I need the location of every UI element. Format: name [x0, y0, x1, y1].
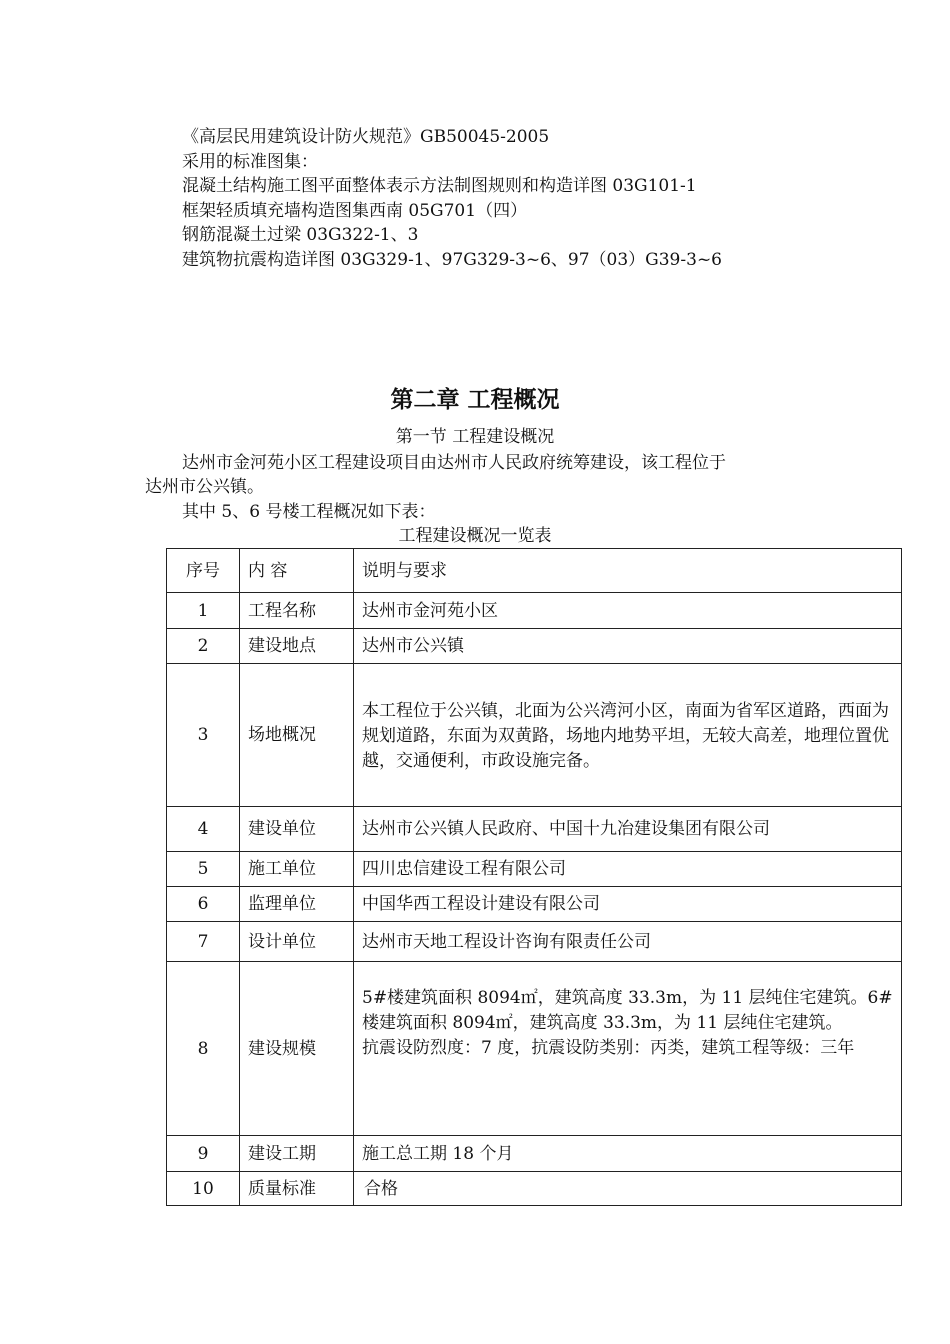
row-desc: 合格	[354, 1172, 902, 1206]
row-number: 4	[167, 807, 240, 852]
table-row	[167, 922, 902, 962]
table-header-row	[167, 549, 902, 593]
row-desc: 施工总工期 18 个月	[354, 1136, 902, 1172]
row-item: 监理单位	[240, 887, 354, 922]
reference-item: 建筑物抗震构造详图 03G329-1、97G329-3~6、97（03）G39-3~6	[182, 249, 722, 270]
row-item: 建设单位	[240, 807, 354, 852]
row-number: 6	[167, 887, 240, 922]
intro-paragraph-line: 其中 5、6 号楼工程概况如下表：	[182, 502, 436, 522]
row-item: 建设地点	[240, 629, 354, 664]
row-number: 7	[167, 922, 240, 962]
reference-item: 框架轻质填充墙构造图集西南 05G701（四）	[182, 200, 528, 221]
row-desc: 中国华西工程设计建设有限公司	[354, 887, 902, 922]
project-overview-table	[166, 548, 902, 1206]
row-item: 工程名称	[240, 593, 354, 629]
row-item: 建设工期	[240, 1136, 354, 1172]
row-item: 建设规模	[240, 962, 354, 1136]
table-row	[167, 629, 902, 664]
row-desc: 达州市金河苑小区	[354, 593, 902, 629]
row-desc: 达州市公兴镇	[354, 629, 902, 664]
row-desc-paragraph: 抗震设防烈度：7 度，抗震设防类别：丙类，建筑工程等级：三年	[362, 1038, 855, 1058]
reference-item: 采用的标准图集：	[182, 151, 318, 172]
row-number: 10	[167, 1172, 240, 1206]
row-number: 3	[167, 664, 240, 807]
table-row	[167, 807, 902, 852]
reference-item: 《高层民用建筑设计防火规范》GB50045-2005	[182, 127, 550, 147]
row-item: 场地概况	[240, 664, 354, 807]
row-number: 1	[167, 593, 240, 629]
table-row	[167, 664, 902, 807]
table-row	[167, 887, 902, 922]
row-number: 5	[167, 852, 240, 887]
table-row	[167, 1172, 902, 1206]
row-desc-paragraph: 5#楼建筑面积 8094㎡，建筑高度 33.3m，为 11 层纯住宅建筑。6#楼建筑面积 8094㎡，建筑高度 33.3m，为 11 层纯住宅建筑。	[362, 988, 893, 1033]
row-desc	[354, 962, 902, 1136]
table-row	[167, 962, 902, 1136]
intro-paragraph-line: 达州市公兴镇。	[145, 477, 264, 497]
row-desc: 本工程位于公兴镇，北面为公兴湾河小区，南面为省军区道路，西面为规划道路，东面为双黄路，场地内地势平坦，无较大高差，地理位置优越，交通便利，市政设施完备。	[354, 664, 902, 807]
row-desc: 四川忠信建设工程有限公司	[354, 852, 902, 887]
header-cell-item: 内 容	[240, 549, 354, 593]
row-item: 施工单位	[240, 852, 354, 887]
row-number: 9	[167, 1136, 240, 1172]
section-title: 第一节 工程建设概况	[395, 427, 555, 447]
header-cell-desc: 说明与要求	[354, 549, 902, 593]
reference-item: 钢筋混凝土过梁 03G322-1、3	[182, 225, 419, 246]
row-desc: 达州市公兴镇人民政府、中国十九冶建设集团有限公司	[354, 807, 902, 852]
header-cell-no: 序号	[167, 549, 240, 593]
row-item: 质量标准	[240, 1172, 354, 1206]
row-number: 8	[167, 962, 240, 1136]
reference-item: 混凝土结构施工图平面整体表示方法制图规则和构造详图 03G101-1	[182, 176, 697, 197]
reference-list	[182, 125, 722, 273]
table-caption: 工程建设概况一览表	[398, 526, 552, 546]
table-row	[167, 1136, 902, 1172]
chapter-title: 第二章 工程概况	[390, 386, 560, 413]
table-row	[167, 852, 902, 887]
row-number: 2	[167, 629, 240, 664]
table-row	[167, 593, 902, 629]
intro-paragraph-line: 达州市金河苑小区工程建设项目由达州市人民政府统筹建设，该工程位于	[182, 453, 726, 473]
row-desc: 达州市天地工程设计咨询有限责任公司	[354, 922, 902, 962]
row-item: 设计单位	[240, 922, 354, 962]
